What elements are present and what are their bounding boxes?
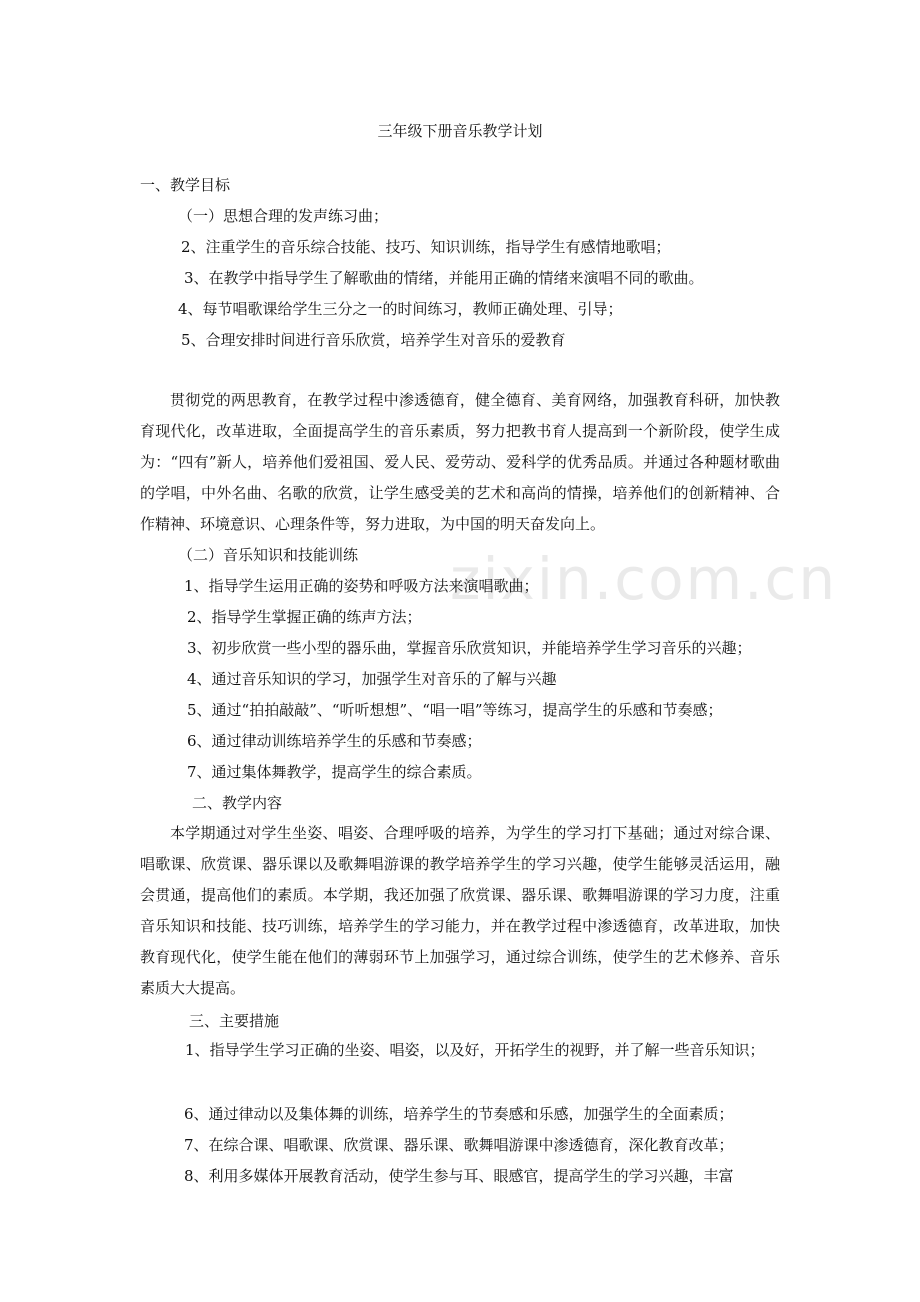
list-item: 4、通过音乐知识的学习，加强学生对音乐的了解与兴趣	[187, 670, 557, 688]
list-item: 3、在教学中指导学生了解歌曲的情绪，并能用正确的情绪来演唱不同的歌曲。	[184, 269, 704, 287]
watermark: zixin.com.cn	[450, 545, 838, 613]
list-item: 1、指导学生运用正确的姿势和呼吸方法来演唱歌曲；	[184, 577, 539, 595]
list-item: 5、通过“拍拍敲敲”、“听听想想”、“唱一唱”等练习，提高学生的乐感和节奏感；	[187, 701, 723, 719]
list-item: 6、通过律动训练培养学生的乐感和节奏感；	[187, 732, 482, 750]
section-heading-measures: 三、主要措施	[189, 1012, 280, 1030]
list-item: 6、通过律动以及集体舞的训练，培养学生的节奏感和乐感，加强学生的全面素质；	[184, 1105, 734, 1123]
list-item: 5、合理安排时间进行音乐欣赏，培养学生对音乐的爱教育	[181, 331, 566, 349]
paragraph-moral-education: 贯彻党的两思教育，在教学过程中渗透德育，健全德育、美育网络，加强教育科研，加快教育现代化，改革进取，全面提高学生的音乐素质，努力把教书育人提高到一个新阶段，使学生成为：“四有”新人，培养他们爱祖国、爱人民、爱劳动、爱科学的优秀品质。并通过各种题材歌曲的学唱，中外名曲、名歌的欣赏，让学生感受美的艺术和高尚的情操，培养他们的创新精神、合作精神、环境意识、心理条件等，努力进取，为中国的明天奋发向上。	[140, 391, 780, 533]
section-heading-objectives: 一、教学目标	[140, 176, 231, 194]
list-item: 2、注重学生的音乐综合技能、技巧、知识训练，指导学生有感情地歌唱；	[181, 238, 671, 256]
subsection-heading-skills: （二）音乐知识和技能训练	[178, 546, 359, 564]
document-title: 三年级下册音乐教学计划	[377, 122, 543, 140]
list-item: 3、初步欣赏一些小型的器乐曲，掌握音乐欣赏知识，并能培养学生学习音乐的兴趣；	[187, 639, 752, 657]
list-item: 7、在综合课、唱歌课、欣赏课、器乐课、歌舞唱游课中渗透德育，深化教育改革；	[184, 1136, 734, 1154]
list-item: 7、通过集体舞教学，提高学生的综合素质。	[187, 763, 482, 781]
list-item: 4、每节唱歌课给学生三分之一的时间练习，教师正确处理、引导；	[178, 300, 623, 318]
list-item: 2、指导学生掌握正确的练声方法；	[187, 608, 422, 626]
list-item: 8、利用多媒体开展教育活动，使学生参与耳、眼感官，提高学生的学习兴趣，丰富	[184, 1167, 734, 1185]
list-item: （一）思想合理的发声练习曲；	[178, 207, 389, 225]
paragraph-teaching-content: 本学期通过对学生坐姿、唱姿、合理呼吸的培养，为学生的学习打下基础；通过对综合课、唱歌课、欣赏课、器乐课以及歌舞唱游课的教学培养学生的学习兴趣，使学生能够灵活运用，融会贯通，提高他们的素质。本学期，我还加强了欣赏课、器乐课、歌舞唱游课的学习力度，注重音乐知识和技能、技巧训练，培养学生的学习能力，并在教学过程中渗透德育，改革进取，加快教育现代化，使学生能在他们的薄弱环节上加强学习，通过综合训练，使学生的艺术修养、音乐素质大大提高。	[140, 824, 780, 997]
paragraph-measure-1: 1、指导学生学习正确的坐姿、唱姿，以及好，开拓学生的视野，并了解一些音乐知识；	[185, 1041, 765, 1059]
section-heading-content: 二、教学内容	[192, 794, 283, 812]
